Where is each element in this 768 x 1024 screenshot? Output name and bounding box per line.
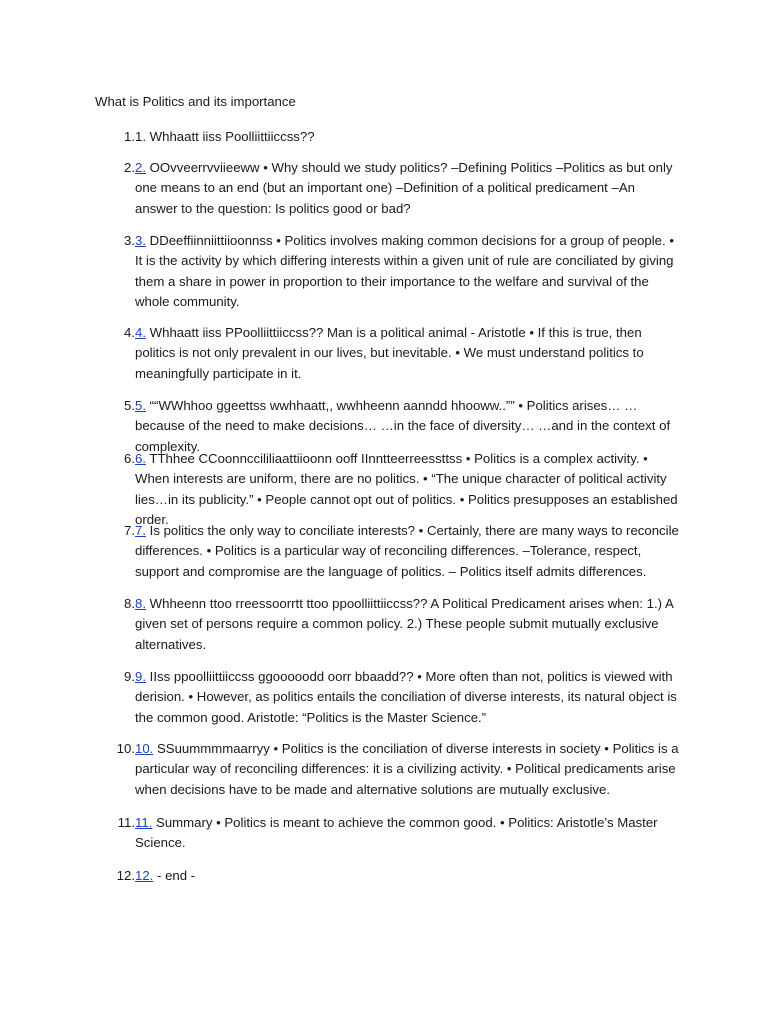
- slide-link[interactable]: 10.: [135, 741, 154, 756]
- list-item-number: 6.: [124, 451, 135, 466]
- list-item-text: TThhee CCoonnccililiaattiioonn ooff IInntteerreessttss • Politics is a complex activity. • When interests are uniform, there are no politics. • “The unique character of political activity lies…in its publicity.” • People cannot opt out of politics. • Politics presupposes an established order.: [135, 451, 678, 527]
- list-item-number: 2.: [124, 160, 135, 175]
- list-item-number: 7.: [124, 523, 135, 538]
- list-item-text: OOvveerrvviieeww • Why should we study politics? –Defining Politics –Politics as but only one means to an end (but an important one) –Definition of a political predicament –An answer to the question: Is politics good or bad?: [135, 160, 673, 216]
- list-item-text: 1. Whhaatt iiss Poolliittiiccss??: [135, 129, 315, 144]
- list-item-body: [135, 127, 680, 147]
- list-item-body: [135, 158, 680, 219]
- list-item-body: [135, 396, 680, 457]
- list-item-body: [135, 323, 680, 384]
- list-item-number: 12.: [116, 868, 135, 883]
- list-item-body: [135, 521, 680, 582]
- list-item-number: 1.: [124, 129, 135, 144]
- slide-link[interactable]: 7.: [135, 523, 146, 538]
- list-item-number: 3.: [124, 233, 135, 248]
- list-item-number: 9.: [124, 669, 135, 684]
- list-item-body: [135, 866, 680, 886]
- list-item-text: IIss ppoolliittiiccss ggooooodd oorr bbaadd?? • More often than not, politics is viewed with derision. • However, as politics entails the conciliation of diverse interests, its natural object is the common good. Aristotle: “Politics is the Master Science.”: [135, 669, 677, 725]
- list-item-number: 8.: [124, 596, 135, 611]
- list-item-text: DDeeffiinniittiioonnss • Politics involves making common decisions for a group of people. • It is the activity by which differing interests within a given unit of rule are conciliated by giving them a share in power in proportion to their importance to the welfare and survival of the whole community.: [135, 233, 674, 309]
- list-item-number: 11.: [117, 815, 135, 830]
- list-item-text: Is politics the only way to conciliate interests? • Certainly, there are many ways to reconcile differences. • Politics is a particular way of reconciling differences. –Tolerance, respect, support and compromise are the language of politics. – Politics itself admits differences.: [135, 523, 679, 579]
- list-item-text: - end -: [153, 868, 196, 883]
- slide-link[interactable]: 8.: [135, 596, 146, 611]
- list-item-text: Summary • Politics is meant to achieve the common good. • Politics: Aristotle’s Master Science.: [135, 815, 658, 851]
- list-item-body: [135, 667, 680, 728]
- list-item-text: Whheenn ttoo rreessoorrtt ttoo ppoolliittiiccss?? A Political Predicament arises when: 1.) A given set of persons require a common policy. 2.) These people submit mutually exclusive alternatives.: [135, 596, 674, 652]
- slide-link[interactable]: 11.: [135, 815, 153, 830]
- slide-link[interactable]: 4.: [135, 325, 146, 340]
- slide-link[interactable]: 6.: [135, 451, 146, 466]
- slide-link[interactable]: 12.: [135, 868, 154, 883]
- list-item-number: 10.: [116, 741, 135, 756]
- list-item-number: 4.: [124, 325, 135, 340]
- list-item-text: ““WWhhoo ggeettss wwhhaatt,, wwhheenn aanndd hhooww..”” • Politics arises… …because of the need to make decisions… …in the face of diversity… …and in the context of complexity.: [135, 398, 671, 454]
- document-title: What is Politics and its importance: [95, 94, 296, 109]
- list-item-text: Whhaatt iiss PPoolliittiiccss?? Man is a political animal - Aristotle • If this is true, then politics is not only prevalent in our lives, but inevitable. • We must understand politics to meaningfully participate in it.: [135, 325, 644, 381]
- list-item-body: [135, 594, 680, 655]
- slide-link[interactable]: 9.: [135, 669, 146, 684]
- list-item-body: [135, 813, 680, 854]
- slide-link[interactable]: 3.: [135, 233, 146, 248]
- slide-link[interactable]: 2.: [135, 160, 146, 175]
- list-item-body: [135, 231, 680, 312]
- list-item-text: SSuummmmaarryy • Politics is the conciliation of diverse interests in society • Politics is a particular way of reconciling differences: it is a civilizing activity. • Political predicaments arise when decisions have to be made and alternative solutions are mutually exclusive.: [135, 741, 679, 797]
- list-item-body: [135, 739, 680, 800]
- list-item-body: [135, 449, 680, 530]
- list-item-number: 5.: [124, 398, 135, 413]
- slide-link[interactable]: 5.: [135, 398, 146, 413]
